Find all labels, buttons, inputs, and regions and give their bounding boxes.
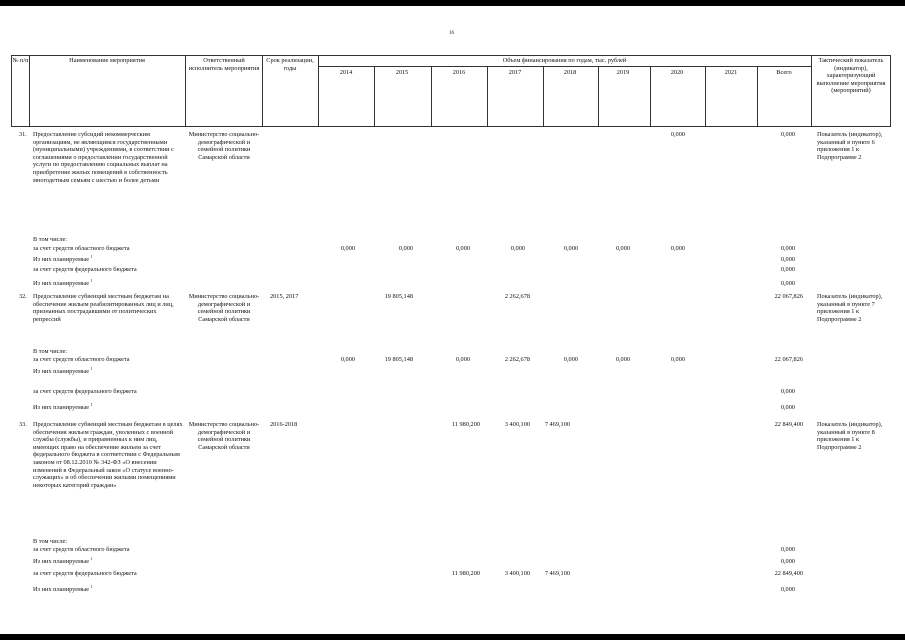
row32-2015: 19 805,148 — [384, 293, 413, 300]
header-responsible: Ответственный исполнитель мероприятия — [188, 57, 260, 72]
row32-planned-1: Из них планируемые $^1$ — [33, 365, 93, 375]
row31-num: 31. — [19, 131, 27, 138]
row32-2017: 2 262,678 — [504, 293, 530, 300]
row32-total: 22 067,826 — [774, 293, 803, 300]
row33-term: 2016-2018 — [270, 421, 298, 428]
row33-planned-1-total: 0,000 — [780, 558, 795, 565]
row33-fed-2018: 7 469,100 — [544, 570, 570, 577]
row32-responsible: Министерство социально-демографической и семейной политики Самарской области — [188, 293, 260, 323]
row32-reg-2017: 2 262,678 — [504, 356, 530, 363]
row33-regional: за счет средств областного бюджета — [33, 546, 130, 553]
row32-indicator: Показатель (индикатор), указанный в пункте 7 приложения 1 к Подпрограмме 2 — [817, 293, 883, 323]
table-top-rule — [11, 55, 891, 56]
row33-name: Предоставление субвенций местным бюджетам в целях обеспечения жильем граждан, уволенных с военной службы (службы), и приравненных к ним лиц, имеющих право на обеспечение жильем за счет федерального бюджета в соответствии с Федеральным законом от 08.12.2010 № 342-ФЗ «О внесении изменений в Федеральный закон «О статусе военно-служащих» и об обеспечении жилыми помещениями некоторых категорий граждан» — [33, 421, 183, 489]
row31-including: В том числе: — [33, 236, 68, 243]
top-scan-border — [0, 0, 905, 6]
row31-fed-total: 0,000 — [780, 266, 795, 273]
header-divider — [262, 55, 263, 127]
year-2021: 2021 — [724, 69, 738, 76]
row31-2020: 0,000 — [670, 131, 685, 138]
row32-reg-2016: 0,000 — [455, 356, 470, 363]
row31-planned-1: Из них планируемые $^1$ — [33, 253, 93, 263]
row32-planned-2-total: 0,000 — [780, 404, 795, 411]
row31-planned-1-total: 0,000 — [780, 256, 795, 263]
row31-reg-total: 0,000 — [780, 245, 795, 252]
header-divider — [11, 55, 12, 127]
header-divider — [29, 55, 30, 127]
row33-fed-total: 22 849,400 — [774, 570, 803, 577]
row31-regional: за счет средств областного бюджета — [33, 245, 130, 252]
row33-num: 33. — [19, 421, 27, 428]
row31-federal: за счет средств федерального бюджета — [33, 266, 137, 273]
row33-fed-2017: 3 400,100 — [504, 570, 530, 577]
row32-federal: за счет средств федерального бюджета — [33, 388, 137, 395]
row31-name: Предоставление субсидий некоммерческим организациям, не являющимся государственными (муниципальными) учреждениями, в соответствии с соглашениями о предоставлении государственной услуги по предоставлению социальных выплат на приобретение жилых помещений в собственность многодетным семьям с шестью и более детьми — [33, 131, 174, 184]
row31-indicator: Показатель (индикатор), указанный в пункте 6 приложения 1 к Подпрограмме 2 — [817, 131, 883, 161]
page-number: 16 — [449, 31, 454, 36]
row33-2017: 3 400,100 — [504, 421, 530, 428]
year-2018: 2018 — [563, 69, 577, 76]
header-num: № п/п — [12, 57, 29, 64]
row31-planned-2-total: 0,000 — [780, 280, 795, 287]
row33-fed-2016: 11 980,200 — [451, 570, 480, 577]
header-divider — [318, 55, 319, 127]
year-total: Всего — [776, 69, 792, 76]
row32-reg-2014: 0,000 — [340, 356, 355, 363]
row33-planned-1: Из них планируемые $^1$ — [33, 555, 93, 565]
header-divider — [890, 55, 891, 127]
header-divider — [185, 55, 186, 127]
row33-planned-2-total: 0,000 — [780, 586, 795, 593]
year-2017: 2017 — [508, 69, 522, 76]
row32-name: Предоставление субвенций местным бюджетам на обеспечение жильем реабилитированных лиц и лиц, признанных пострадавшими от политических репрессий — [33, 293, 174, 323]
year-2016: 2016 — [452, 69, 466, 76]
header-divider — [811, 55, 812, 127]
row32-reg-total: 22 067,826 — [774, 356, 803, 363]
row32-reg-2015: 19 805,148 — [384, 356, 413, 363]
row33-total: 22 849,400 — [774, 421, 803, 428]
header-funding: Объем финансирования по годам, тыс. рублей — [502, 57, 627, 64]
year-2020: 2020 — [670, 69, 684, 76]
row31-reg-2019: 0,000 — [615, 245, 630, 252]
row31-reg-2018: 0,000 — [563, 245, 578, 252]
row33-federal: за счет средств федерального бюджета — [33, 570, 137, 577]
row33-indicator: Показатель (индикатор), указанный в пункте 8 приложения 1 к Подпрограмме 2 — [817, 421, 883, 451]
row32-reg-2018: 0,000 — [563, 356, 578, 363]
bottom-scan-border — [0, 634, 905, 640]
row32-fed-total: 0,000 — [780, 388, 795, 395]
row31-reg-2016: 0,000 — [455, 245, 470, 252]
row32-reg-2020: 0,000 — [670, 356, 685, 363]
row31-reg-2014: 0,000 — [340, 245, 355, 252]
header-term: Срок реализации, годы — [266, 57, 314, 72]
row31-reg-2017: 0,000 — [510, 245, 525, 252]
row33-including: В том числе: — [33, 538, 68, 545]
year-2015: 2015 — [395, 69, 409, 76]
row32-num: 32. — [19, 293, 27, 300]
row33-planned-2: Из них планируемые $^1$ — [33, 583, 93, 593]
year-2019: 2019 — [616, 69, 630, 76]
row32-term: 2015, 2017 — [270, 293, 299, 300]
header-name: Наименование мероприятия — [69, 57, 145, 64]
row32-regional: за счет средств областного бюджета — [33, 356, 130, 363]
row31-planned-2: Из них планируемые $^1$ — [33, 277, 93, 287]
year-2014: 2014 — [339, 69, 353, 76]
row31-reg-2020: 0,000 — [670, 245, 685, 252]
row31-total: 0,000 — [780, 131, 795, 138]
row31-responsible: Министерство социально-демографической и семейной политики Самарской области — [188, 131, 260, 161]
years-rule — [318, 66, 811, 67]
row32-reg-2019: 0,000 — [615, 356, 630, 363]
header-indicator: Тактический показатель (индикатор), характеризующий выполнение мероприятия (мероприятий) — [816, 57, 886, 95]
row33-responsible: Министерство социально-демографической и семейной политики Самарской области — [188, 421, 260, 451]
row33-reg-total: 0,000 — [780, 546, 795, 553]
header-bottom-rule — [11, 126, 891, 127]
row33-2018: 7 469,100 — [544, 421, 570, 428]
row32-planned-2: Из них планируемые $^1$ — [33, 401, 93, 411]
row31-reg-2015: 0,000 — [398, 245, 413, 252]
row33-2016: 11 980,200 — [451, 421, 480, 428]
row32-including: В том числе: — [33, 348, 68, 355]
